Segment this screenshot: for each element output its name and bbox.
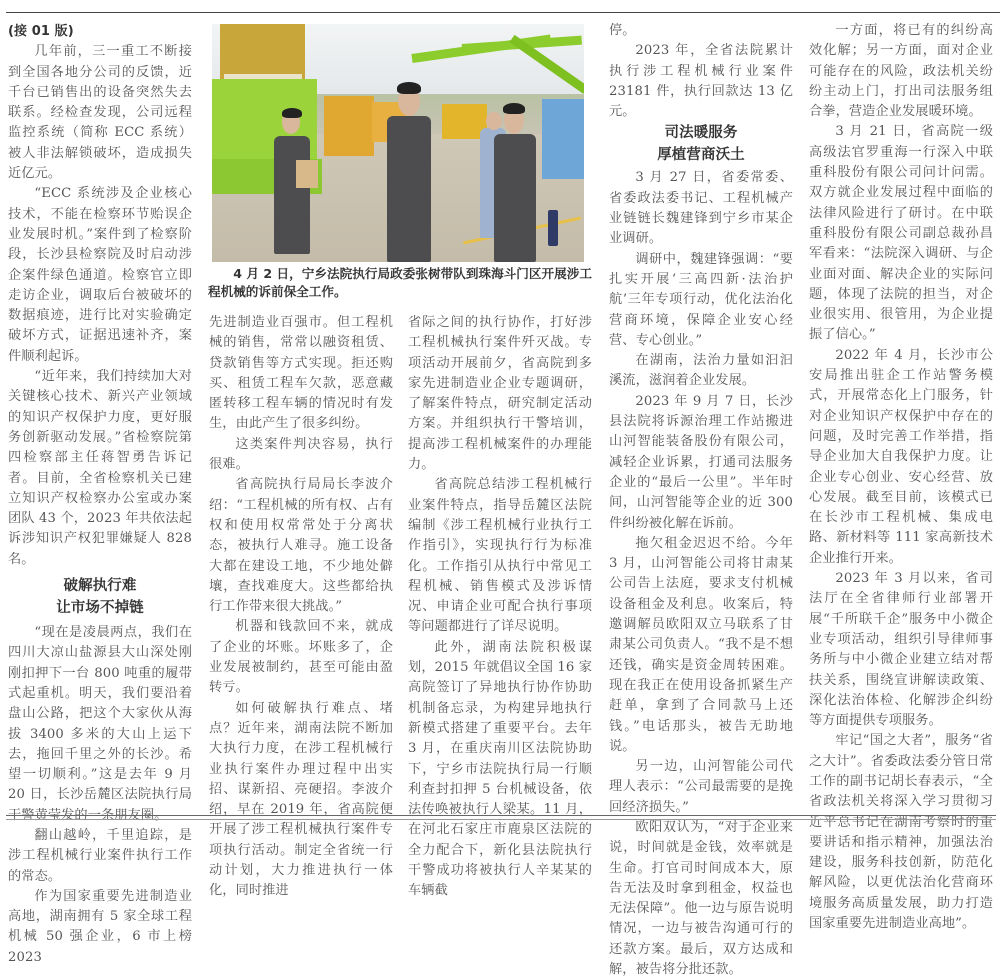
photo-person-head <box>486 112 502 130</box>
paragraph: 作为国家重要先进制造业高地，湖南拥有 5 家全球工程机械 50 强企业，6 市上榜 2023 <box>8 888 192 965</box>
paragraph: 停。 <box>609 23 636 38</box>
paragraph: 先进制造业百强市。但工程机械的销售，常常以融资租赁、贷款销售等方式实现。拒还购买、租赁工程车欠款，恶意藏匿转移工程车辆的情况时有发生，由此产生了很多纠纷。 <box>209 315 393 432</box>
paragraph: 3 月 21 日，省高院一级高级法官罗重海一行深入中联重科股份有限公司问计问需。双方就企业发展过程中面临的法律风险进行了研讨。在中联重科股份有限公司副总裁孙昌军看来：“法院深入调研、与企业面对面、解决企业的实际问题，体现了法院的担当，对企业很实用、很管用，为企业提振了信心。” <box>809 124 993 343</box>
paragraph: “ECC 系统涉及企业核心技术，不能在检察环节贻误企业发展时机。”案件到了检察阶段，长沙县检察院及时启动涉企案件绿色通道。检察官立即走访企业，调取后台被破坏的数据痕迹，进行比对实验确定破坏方式，证据迅速补齐，案件顺利起诉。 <box>8 186 192 364</box>
column-3 <box>408 313 592 902</box>
paragraph: 欧阳双认为，“对于企业来说，时间就是金钱，效率就是生命。打官司时间成本大，原告无法及时拿到租金，权益也无法保障”。他一边与原告说明情况，一边与被告沟通可行的还款方案。最后，双方达成和解，被告将分批还款。 <box>609 819 793 978</box>
paragraph: 省高院总结涉工程机械行业案件特点，指导岳麓区法院编制《涉工程机械行业执行工作指引》，实现执行行为标准化。工作指引从执行中常见工程机械、销售模式及涉诉情况、申请企业可配合执行事项等问题都进行了详尽说明。 <box>408 477 592 635</box>
paragraph: 省际之间的执行协作，打好涉工程机械执行案件歼灭战。专项活动开展前夕，省高院到多家先进制造业企业专题调研，了解案件特点，研究制定活动方案。并组织执行干警培训，提高涉工程机械案件的办理能力。 <box>408 315 592 473</box>
photo-building <box>220 24 305 79</box>
paragraph: 2023 年 3 月以来，省司法厅在全省律师行业部署开展“千所联千企”服务中小微企业专项活动，组织引导律师事务所与中小微企业建立结对帮扶关系，围绕宣讲解读政策、深化法治体检、化解涉企纠纷等方面提供专项服务。 <box>809 571 993 729</box>
paragraph: 调研中，魏建锋强调：“要扎实开展‘三高四新·法治护航’三年专项行动，优化法治化营商环境，保障企业安心经营、专心创业。” <box>609 251 793 348</box>
section-heading-1 <box>8 575 192 619</box>
section-heading-line: 破解执行难 <box>63 578 137 595</box>
photo-person-hair <box>397 82 421 94</box>
paragraph: 2023 年，全省法院累计执行涉工程机械行业案件 23181 件，执行回款达 13 亿元。 <box>609 43 793 120</box>
column-5 <box>809 21 993 934</box>
paragraph: 2022 年 4 月，长沙市公安局推出驻企工作站警务模式，开展常态化上门服务，针对企业知识产权保护中存在的问题，及时完善工作举措，指导企业加大自我保护力度。让企业专心创业、安心经营、放心发展。截至目前，该模式已在长沙市工程机械、集成电路、新材料等 111 家高新技术企业推行开来。 <box>809 347 993 566</box>
continued-from-label: (接 01 版) <box>8 24 74 39</box>
photo-machinery <box>542 99 584 179</box>
column-4 <box>609 21 793 980</box>
paragraph: 机器和钱款回不来，就成了企业的坏账。坏账多了，企业发展被制约，甚至可能由盈转亏。 <box>209 619 393 696</box>
column-2 <box>209 313 393 902</box>
section-heading-line: 司法暖服务 <box>664 125 738 142</box>
paragraph: 这类案件判决容易，执行很难。 <box>209 436 393 473</box>
bottom-rule <box>6 815 996 820</box>
column-1 <box>8 22 192 968</box>
paragraph: 拖欠租金迟迟不给。今年 3 月，山河智能公司将甘肃某公司告上法庭，要求支付机械设备租金及利息。收案后，特邀调解员欧阳双立马联系了甘肃某公司负责人。“我不是不想还钱，确实是资金周转困难。现在我正在使用设备抓紧生产赶单，拿到了合同款马上还钱。”电话那头，被告无助地说。 <box>609 535 793 754</box>
top-rule <box>6 12 1000 13</box>
news-photo <box>212 24 584 262</box>
paragraph: 一方面，将已有的纠纷高效化解；另一方面，面对企业可能存在的风险，政法机关纷纷主动上门，打出司法服务组合拳，营造企业发展暖环境。 <box>809 23 993 120</box>
photo-person <box>494 134 536 262</box>
photo-folder <box>296 160 318 188</box>
paragraph: 3 月 27 日，省委常委、省委政法委书记、工程机械产业链链长魏建锋到宁乡市某企业调研。 <box>609 170 793 247</box>
photo-person-hair <box>503 103 525 114</box>
paragraph: 另一边，山河智能公司代理人表示：“公司最需要的是挽回经济损失。” <box>609 759 793 815</box>
paragraph: 在湖南，法治力量如汩汩溪流，滋润着企业发展。 <box>609 353 793 389</box>
photo-bag <box>548 210 558 246</box>
paragraph: 牢记“国之大者”，服务“省之大计”。省委政法委分管日常工作的副书记胡长春表示，“全省政法机关将深入学习贯彻习近平总书记在湖南考察时的重要讲话和指示精神，加强法治建设，服务科技创新，防范化解风险，以更优法治化营商环境服务高质量发展，助力打造国家重要先进制造业高地”。 <box>809 733 993 932</box>
photo-person <box>274 136 310 254</box>
section-heading-line: 让市场不掉链 <box>56 600 144 617</box>
photo-person <box>387 116 431 262</box>
paragraph: 2023 年 9 月 7 日，长沙县法院将诉源治理工作站搬进山河智能装备股份有限公司，减轻企业诉累，打通司法服务企业的“最后一公里”。半年时间，山河智能等企业的近 300 件纠纷被化解在诉前。 <box>609 393 793 531</box>
paragraph: “现在是凌晨两点，我们在四川大凉山盐源县大山深处刚刚扣押下一台 800 吨重的履带式起重机。明天，我们要沿着盘山公路，把这个大家伙从海拔 3400 多米的大山上运下去，拖回千里之外的长沙。希望一切顺利。”这是去年 9 月 20 日，长沙岳麓区法院执行局干警黄莹发的一条朋友圈。 <box>8 625 192 823</box>
section-heading-2 <box>609 122 793 166</box>
photo-machinery <box>324 96 374 156</box>
paragraph: “近年来，我们持续加大对关键核心技术、新兴产业领域的知识产权保护力度，更好服务创新驱动发展。”省检察院第四检察部主任蒋智勇告诉记者。目前，全省检察机关已建立知识产权检察办公室或办案团队 43 个，2023 年共依法起诉涉知识产权犯罪嫌疑人 828 名。 <box>8 369 192 567</box>
paragraph: 省高院执行局局长李波介绍：“工程机械的所有权、占有权和使用权常常处于分离状态，被执行人难寻。施工设备大都在建设工地，不少地处僻壤，查找难度大。这些都给执行工作带来很大挑战。” <box>209 477 393 615</box>
photo-caption: 4 月 2 日，宁乡法院执行局政委张树带队到珠海斗门区开展涉工程机械的诉前保全工作。 <box>208 266 592 299</box>
paragraph: 翻山越岭，千里追踪，是涉工程机械行业案件执行工作的常态。 <box>8 827 192 884</box>
paragraph: 如何破解执行难点、堵点？近年来，湖南法院不断加大执行力度，在涉工程机械行业执行案件办理过程中出实招、谋新招、亮硬招。李波介绍，早在 2019 年，省高院便开展了涉工程机械执行案件专项执行活动。制定全省统一行动计划，大力推进执行一体化，同时推进 <box>209 700 393 899</box>
paragraph: 几年前，三一重工不断接到全国各地分公司的反馈，近千台已销售出的设备突然失去联系。经检查发现，公司远程监控系统（简称 ECC 系统）被人非法解锁破坏，造成损失近亿元。 <box>8 44 192 182</box>
photo-person-hair <box>282 108 302 118</box>
paragraph: 此外，湖南法院积极谋划，2015 年就倡议全国 16 家高院签订了异地执行协作协助机制备忘录，为构建异地执行新模式搭建了重要平台。去年 3 月，在重庆南川区法院协助下，宁乡市法院执行局一行顺利查封扣押 5 台机械设备，依法传唤被执行人梁某。11 月，在河北石家庄市鹿泉区法院的全力配合下，新化县法院执行干警成功将被执行人辛某某的车辆截 <box>408 639 592 899</box>
section-heading-line: 厚植营商沃土 <box>657 147 745 164</box>
